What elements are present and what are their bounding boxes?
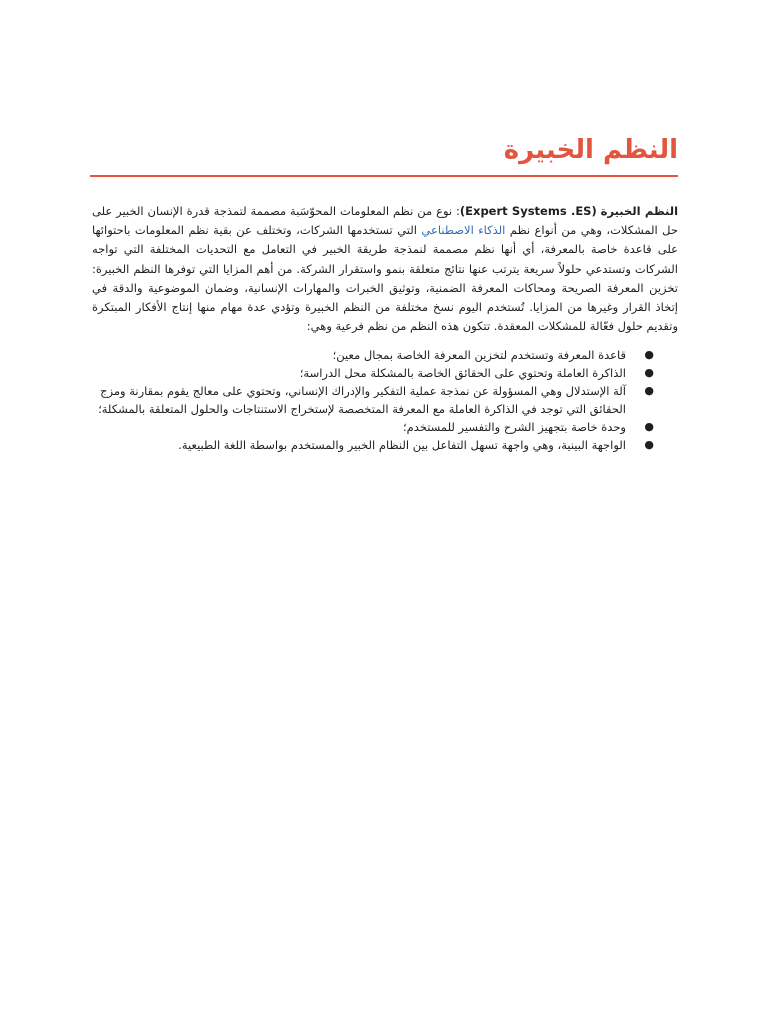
list-item (92, 418, 678, 436)
intro-text-part1: : نوع من نظم المعلومات المحوّسَبة مصممة لتمذجة قدرة الإنسان الخبير على حل المشكلات، وهي من أنواع نظم (92, 204, 678, 238)
list-item-text: وحدة خاصة بتجهيز الشرح والتفسير للمستخدم؛ (402, 420, 626, 434)
bullet-icon: ● (644, 420, 654, 433)
list-item (92, 346, 678, 364)
page-title: النظم الخبيرة (503, 135, 678, 165)
list-item (92, 364, 678, 382)
bullet-icon: ● (644, 384, 654, 397)
intro-paragraph (92, 202, 678, 336)
intro-text-part2: التي تستخدمها الشركات، وتختلف عن بقية نظم المعلومات باحتوائها على قاعدة خاصة بالمعرفة، أي أنها نظم مصممة لنمذجة طريقة الخبير في التعامل مع التحديات المختلفة التي تواجه الشركات وتستدعي حلولاً سريعة يترتب عنها نتائج متعلقة بنمو واستقرار الشركة. من أهم المزايا التي توفرها النظم الخبيرة: تخزين المعرفة الصريحة ومحاكات المعرفة الضمنية، وتوثيق الخبرات والمهارات الإنسانية، وضمان الموضوعية والدقة في إتخاذ القرار وغيرها من المزايا. تُستخدم اليوم نسخ مختلفة من النظم الخبيرة وتؤدي عدة مهام منها إنتاج الأفكار المبتكرة وتقديم حلول فعّالة للمشكلات المعقدة. تتكون هذه النظم من نظم فرعية وهي: (92, 223, 678, 334)
bullet-icon: ● (644, 366, 654, 379)
intro-term-english: (Expert Systems .ES) (459, 204, 597, 218)
intro-term: النظم الخبيرة (600, 204, 679, 218)
list-item (92, 436, 678, 454)
components-list (92, 346, 678, 454)
title-underline (90, 175, 678, 177)
list-item-text: الذاكرة العاملة وتحتوي على الحقائق الخاصة بالمشكلة محل الدراسة؛ (299, 366, 626, 380)
list-item-text: قاعدة المعرفة وتستخدم لتخزين المعرفة الخاصة بمجال معين؛ (332, 348, 626, 362)
list-item (92, 382, 678, 418)
bullet-icon: ● (644, 438, 654, 451)
bullet-icon: ● (644, 348, 654, 361)
list-item-text: الواجهة البينية، وهي واجهة تسهل التفاعل بين النظام الخبير والمستخدم بواسطة اللغة الطبيعية. (178, 438, 626, 452)
list-item-text: آلة الإستدلال وهي المسؤولة عن نمذجة عملية التفكير والإدراك الإنساني، وتحتوي على معالج يقوم بمقارنة ومزج الحقائق التي توجد في الذاكرة العاملة مع المعرفة المتخصصة لإستخراج الاستنتاجات والحلول المتعلقة بالمشكلة؛ (98, 384, 626, 416)
ai-link[interactable]: الذكاء الاصطناعي (421, 223, 506, 238)
